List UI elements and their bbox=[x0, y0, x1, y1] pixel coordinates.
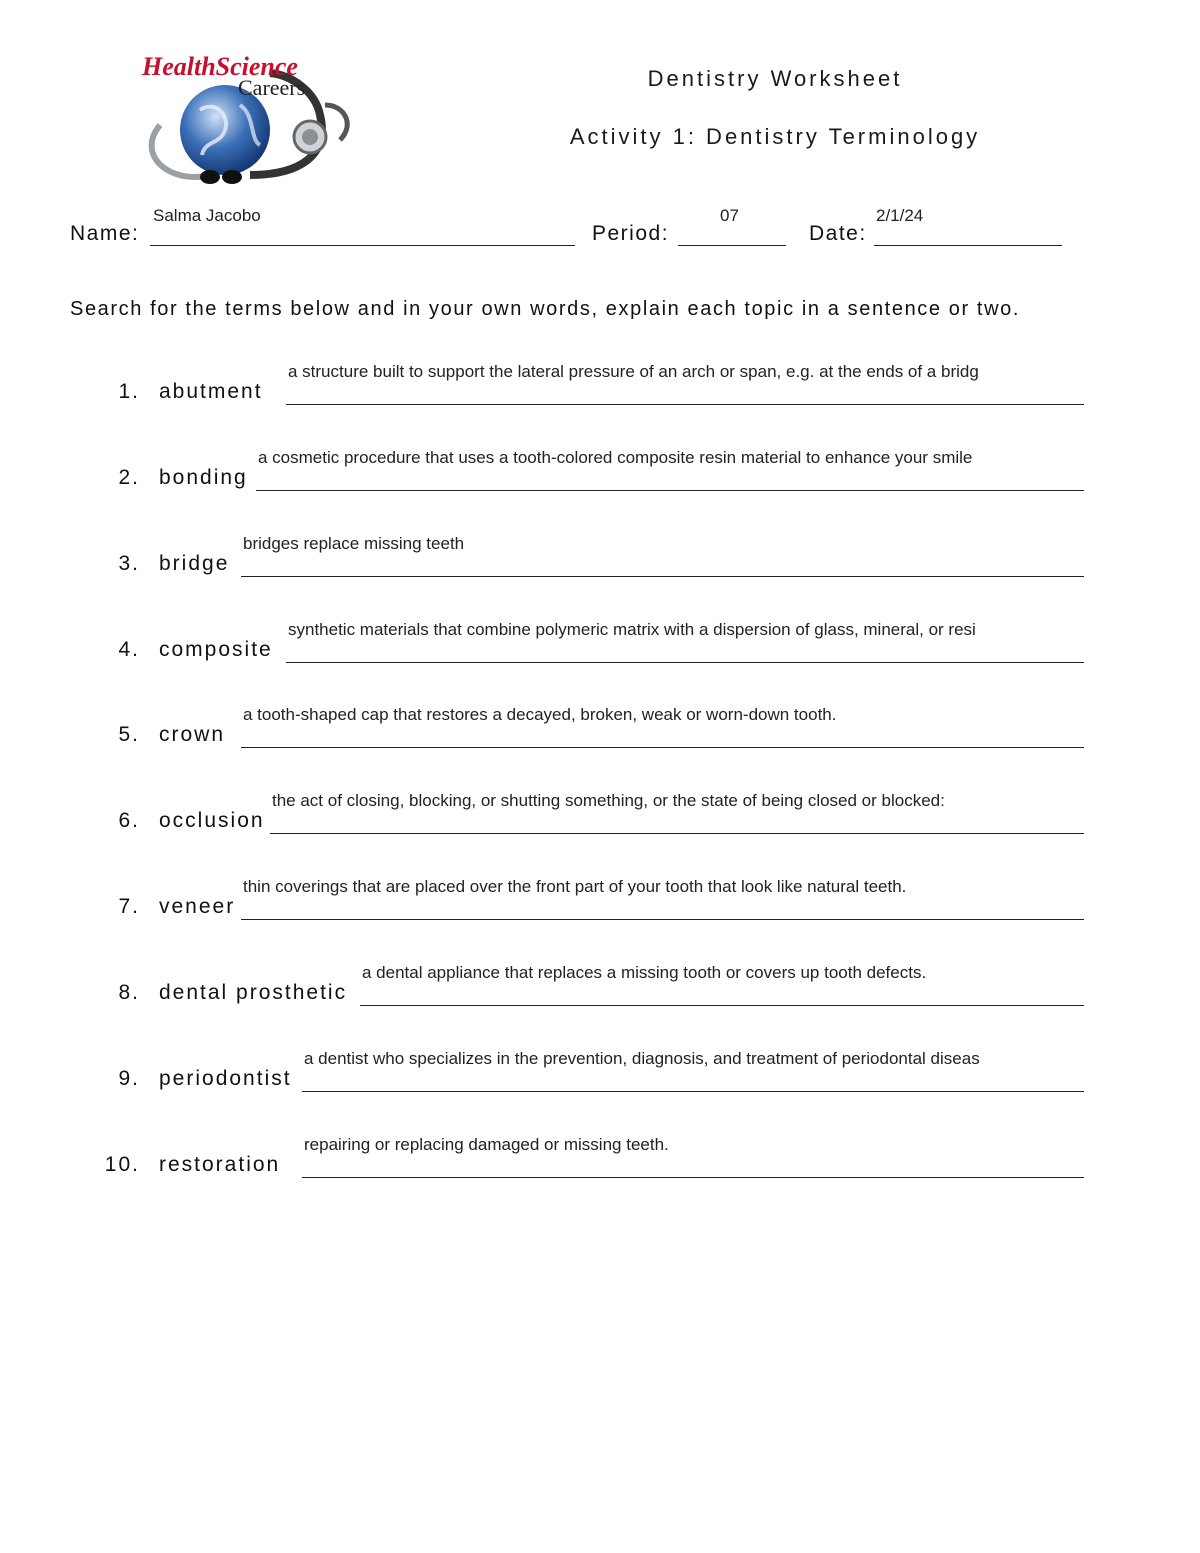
term-item bbox=[0, 791, 1200, 851]
term-number: 3. bbox=[118, 552, 140, 575]
logo-text-careers: Careers bbox=[238, 75, 306, 100]
term-answer[interactable]: a cosmetic procedure that uses a tooth-colored composite resin material to enhance your smile bbox=[258, 448, 973, 467]
term-answer[interactable]: a dentist who specializes in the prevention, diagnosis, and treatment of periodontal diseas bbox=[304, 1049, 980, 1068]
term-label: restoration bbox=[159, 1153, 281, 1176]
worksheet-title: Dentistry Worksheet bbox=[647, 66, 903, 91]
term-number: 4. bbox=[118, 638, 140, 661]
term-item bbox=[0, 705, 1200, 765]
term-item bbox=[0, 534, 1200, 594]
period-underline[interactable] bbox=[678, 245, 786, 246]
term-number: 10. bbox=[104, 1153, 140, 1176]
term-number: 7. bbox=[118, 895, 140, 918]
answer-underline[interactable] bbox=[286, 662, 1084, 663]
term-number: 6. bbox=[118, 809, 140, 832]
term-label: dental prosthetic bbox=[159, 981, 348, 1004]
term-answer[interactable]: thin coverings that are placed over the front part of your tooth that look like natural teeth. bbox=[243, 877, 907, 896]
term-number: 8. bbox=[118, 981, 140, 1004]
term-label: occlusion bbox=[159, 809, 265, 832]
answer-underline[interactable] bbox=[256, 490, 1084, 491]
term-answer[interactable]: the act of closing, blocking, or shutting something, or the state of being closed or blocked: bbox=[272, 791, 945, 810]
date-underline[interactable] bbox=[874, 245, 1062, 246]
term-item bbox=[0, 1135, 1200, 1195]
term-item bbox=[0, 620, 1200, 680]
term-item bbox=[0, 362, 1200, 422]
term-answer[interactable]: a structure built to support the lateral pressure of an arch or span, e.g. at the ends of a bridg bbox=[288, 362, 979, 381]
logo-text-health-science: HealthScience bbox=[142, 52, 298, 81]
name-label: Name: bbox=[70, 222, 140, 245]
answer-underline[interactable] bbox=[241, 919, 1084, 920]
term-label: bonding bbox=[159, 466, 248, 489]
term-label: veneer bbox=[159, 895, 236, 918]
term-item bbox=[0, 1049, 1200, 1109]
name-value[interactable]: Salma Jacobo bbox=[153, 206, 261, 225]
term-answer[interactable]: bridges replace missing teeth bbox=[243, 534, 465, 553]
term-answer[interactable]: a tooth-shaped cap that restores a decayed, broken, weak or worn-down tooth. bbox=[243, 705, 837, 724]
term-number: 2. bbox=[118, 466, 140, 489]
answer-underline[interactable] bbox=[241, 576, 1084, 577]
name-underline[interactable] bbox=[150, 245, 575, 246]
answer-underline[interactable] bbox=[286, 404, 1084, 405]
date-value[interactable]: 2/1/24 bbox=[876, 206, 924, 225]
period-value[interactable]: 07 bbox=[720, 206, 739, 225]
answer-underline[interactable] bbox=[360, 1005, 1084, 1006]
date-label: Date: bbox=[809, 222, 867, 245]
activity-subtitle: Activity 1: Dentistry Terminology bbox=[569, 124, 981, 149]
term-label: crown bbox=[159, 723, 226, 746]
term-number: 9. bbox=[118, 1067, 140, 1090]
term-answer[interactable]: synthetic materials that combine polymeric matrix with a dispersion of glass, mineral, or resi bbox=[288, 620, 976, 639]
instructions-text: Search for the terms below and in your own words, explain each topic in a sentence or two. bbox=[70, 298, 1020, 320]
term-label: periodontist bbox=[159, 1067, 292, 1090]
term-number: 1. bbox=[118, 380, 140, 403]
answer-underline[interactable] bbox=[270, 833, 1084, 834]
answer-underline[interactable] bbox=[302, 1177, 1084, 1178]
answer-underline[interactable] bbox=[241, 747, 1084, 748]
term-answer[interactable]: repairing or replacing damaged or missing teeth. bbox=[304, 1135, 669, 1154]
term-label: abutment bbox=[159, 380, 263, 403]
term-label: composite bbox=[159, 638, 273, 661]
term-item bbox=[0, 877, 1200, 937]
answer-underline[interactable] bbox=[302, 1091, 1084, 1092]
term-item bbox=[0, 448, 1200, 508]
health-science-careers-logo bbox=[130, 45, 370, 185]
logo-graphic bbox=[130, 45, 370, 185]
period-label: Period: bbox=[592, 222, 670, 245]
term-answer[interactable]: a dental appliance that replaces a missing tooth or covers up tooth defects. bbox=[362, 963, 927, 982]
term-item bbox=[0, 963, 1200, 1023]
term-label: bridge bbox=[159, 552, 230, 575]
term-number: 5. bbox=[118, 723, 140, 746]
